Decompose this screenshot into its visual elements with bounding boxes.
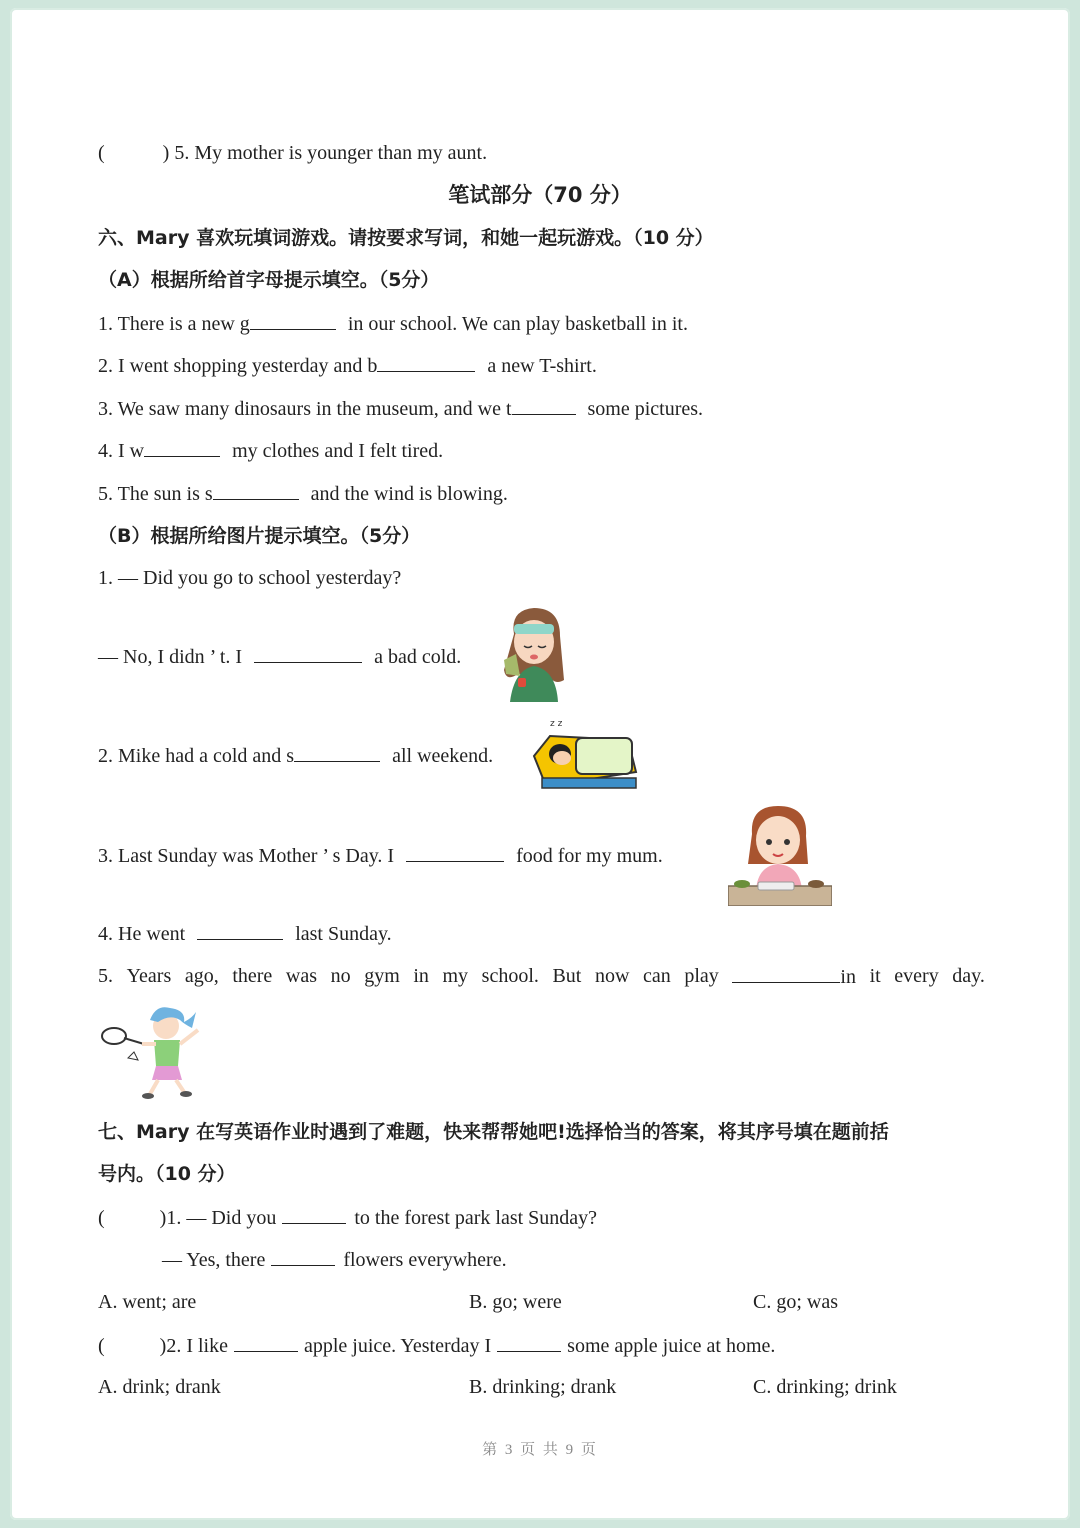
answer-bracket-open: ( bbox=[98, 142, 105, 164]
word: every bbox=[894, 965, 939, 987]
item-text: )1. — Did you bbox=[159, 1207, 277, 1229]
word: But bbox=[552, 965, 582, 987]
part7-q1-option-c[interactable]: C. go; was bbox=[753, 1291, 838, 1313]
part6b-q3 bbox=[98, 841, 663, 870]
part6b-q1-line2 bbox=[98, 642, 461, 671]
part6-heading: 六、Mary 喜欢玩填词游戏。请按要求写词，和她一起玩游戏。（10 分） bbox=[98, 227, 714, 249]
answer-blank[interactable] bbox=[144, 436, 220, 457]
item-text: 4. He went bbox=[98, 923, 186, 945]
part6a-item-3 bbox=[98, 394, 703, 423]
part6a-item-2 bbox=[98, 351, 597, 380]
part6a-item-1 bbox=[98, 309, 688, 338]
item-text: a bad cold. bbox=[374, 646, 462, 668]
item-text: food for my mum. bbox=[516, 845, 663, 867]
part7-q2-option-c[interactable]: C. drinking; drink bbox=[753, 1376, 897, 1398]
item-text: — Yes, there bbox=[162, 1249, 266, 1271]
word: in bbox=[840, 966, 856, 988]
word: gym bbox=[364, 965, 400, 987]
part6b-heading: （B）根据所给图片提示填空。（5分） bbox=[98, 525, 421, 547]
answer-blank bbox=[497, 1331, 561, 1352]
item-text: 4. I w bbox=[98, 440, 145, 462]
part6a-item-5 bbox=[98, 479, 508, 508]
badminton-girl-picture bbox=[100, 1000, 208, 1100]
answer-blank[interactable] bbox=[294, 741, 380, 762]
word: now bbox=[594, 965, 630, 987]
part7-q2-option-b[interactable]: B. drinking; drank bbox=[469, 1376, 617, 1398]
word: ago, bbox=[184, 965, 219, 987]
item-text: 1. There is a new g bbox=[98, 313, 250, 335]
page-footer: 第 3 页 共 9 页 bbox=[482, 1442, 598, 1458]
part6a-heading: （A）根据所给首字母提示填空。（5分） bbox=[98, 269, 440, 291]
section-title: 笔试部分（70 分） bbox=[448, 183, 632, 207]
answer-blank bbox=[234, 1331, 298, 1352]
word: it bbox=[869, 965, 881, 987]
word: 5. bbox=[98, 965, 113, 987]
item-text: 2. I went shopping yesterday and b bbox=[98, 355, 378, 377]
answer-blank[interactable] bbox=[250, 309, 336, 330]
item-text: )2. I like bbox=[159, 1335, 228, 1357]
word: my bbox=[442, 965, 469, 987]
answer-blank[interactable] bbox=[512, 394, 576, 415]
word: school. bbox=[481, 965, 539, 987]
word: in bbox=[413, 965, 429, 987]
item-text: a new T-shirt. bbox=[487, 355, 597, 377]
answer-blank[interactable] bbox=[213, 479, 299, 500]
part7-heading-line1: 七、Mary 在写英语作业时遇到了难题，快来帮帮她吧!选择恰当的答案，将其序号填在题前括 bbox=[98, 1121, 889, 1143]
item-text: apple juice. Yesterday I bbox=[303, 1335, 492, 1357]
girl-cooking-picture bbox=[728, 804, 832, 906]
answer-blank[interactable] bbox=[377, 351, 475, 372]
listening-question-5 bbox=[98, 139, 487, 167]
answer-blank bbox=[271, 1245, 335, 1266]
answer-blank bbox=[282, 1203, 346, 1224]
item-text: to the forest park last Sunday? bbox=[354, 1207, 598, 1229]
svg-text:z z: z z bbox=[550, 719, 563, 729]
part7-q1-line1 bbox=[98, 1203, 597, 1232]
part6b-q2 bbox=[98, 741, 493, 770]
word: there bbox=[232, 965, 273, 987]
word: was bbox=[285, 965, 317, 987]
word: no bbox=[330, 965, 351, 987]
part7-heading-line2: 号内。（10 分） bbox=[98, 1163, 236, 1185]
word: can bbox=[643, 965, 671, 987]
sick-girl-picture bbox=[496, 604, 570, 702]
part7-q1-option-b[interactable]: B. go; were bbox=[469, 1291, 562, 1313]
word: Years bbox=[126, 965, 172, 987]
item-text: my clothes and I felt tired. bbox=[232, 440, 444, 462]
answer-blank[interactable] bbox=[406, 841, 504, 862]
item-text: some pictures. bbox=[587, 398, 704, 420]
item-text: 3. We saw many dinosaurs in the museum, and we t bbox=[98, 398, 512, 420]
part6b-q5 bbox=[98, 962, 985, 991]
item-text: all weekend. bbox=[392, 745, 494, 767]
item-text: and the wind is blowing. bbox=[310, 483, 508, 505]
part6a-item-4 bbox=[98, 436, 443, 465]
answer-blank[interactable] bbox=[197, 919, 283, 940]
item-text: in our school. We can play basketball in it. bbox=[347, 313, 688, 335]
answer-bracket-open: ( bbox=[98, 1335, 105, 1357]
part6b-q1-line1: 1. — Did you go to school yesterday? bbox=[98, 567, 402, 589]
part7-q2-option-a[interactable]: A. drink; drank bbox=[98, 1376, 221, 1398]
part7-q2 bbox=[98, 1331, 775, 1360]
sleeping-boy-picture bbox=[532, 716, 638, 794]
item-text: — No, I didn ’ t. I bbox=[98, 646, 243, 668]
item-text: 2. Mike had a cold and s bbox=[98, 745, 295, 767]
question-text: ) 5. My mother is younger than my aunt. bbox=[162, 142, 488, 164]
part7-q1-option-a[interactable]: A. went; are bbox=[98, 1291, 197, 1313]
part7-q1-line2 bbox=[162, 1245, 507, 1274]
part6b-q4 bbox=[98, 919, 392, 948]
answer-blank[interactable] bbox=[732, 962, 840, 983]
item-text: 5. The sun is s bbox=[98, 483, 213, 505]
answer-blank[interactable] bbox=[254, 642, 362, 663]
word: play bbox=[684, 965, 719, 987]
item-text: 3. Last Sunday was Mother ’ s Day. I bbox=[98, 845, 395, 867]
item-text: last Sunday. bbox=[295, 923, 392, 945]
item-text: some apple juice at home. bbox=[567, 1335, 776, 1357]
answer-bracket-open: ( bbox=[98, 1207, 105, 1229]
item-text: flowers everywhere. bbox=[343, 1249, 507, 1271]
word: day. bbox=[952, 965, 985, 987]
